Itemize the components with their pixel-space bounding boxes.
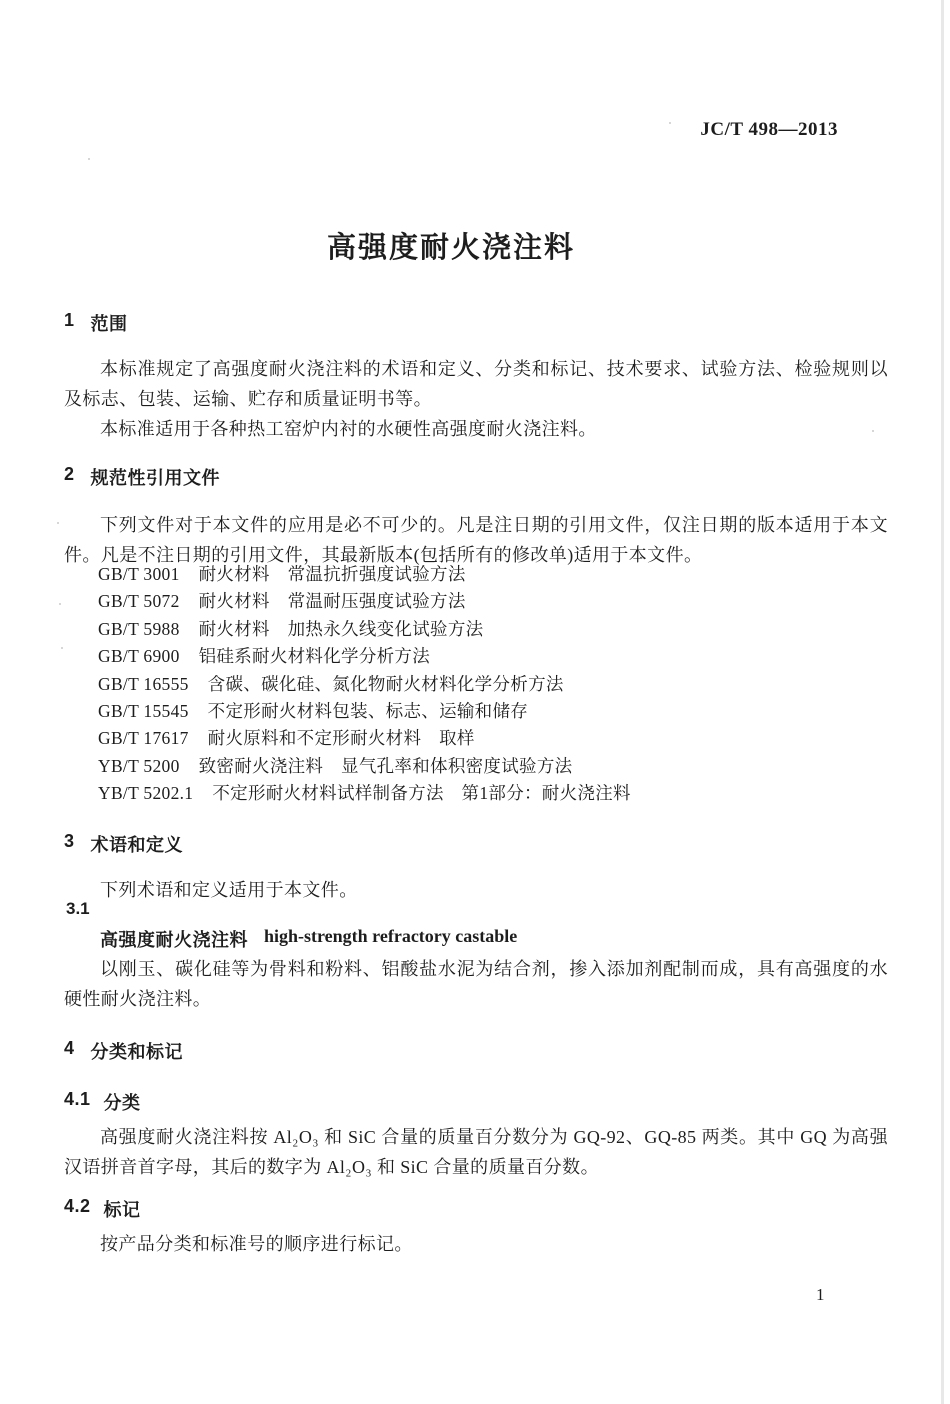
reference-title: 含碳、碳化硅、氮化物耐火材料化学分析方法	[207, 673, 564, 694]
references-intro-paragraph: 下列文件对于本文件的应用是必不可少的。凡是注日期的引用文件，仅注日期的版本适用于本文件。凡是不注日期的引用文件，其最新版本(包括所有的修改单)适用于本文件。	[64, 515, 888, 565]
section-1-number: 1	[64, 310, 75, 330]
reference-title: 铝硅系耐火材料化学分析方法	[198, 646, 431, 667]
section-4-1-number: 4.1	[64, 1089, 91, 1109]
reference-title: 致密耐火浇注料 显气孔率和体积密度试验方法	[198, 755, 573, 776]
scope-paragraph-2: 本标准适用于各种热工窑炉内衬的水硬性高强度耐火浇注料。	[100, 419, 597, 439]
term-chinese: 高强度耐火浇注料	[100, 930, 248, 950]
reference-code: GB/T 6900	[98, 646, 180, 667]
reference-title: 耐火材料 常温抗折强度试验方法	[198, 564, 466, 584]
reference-item	[64, 753, 908, 780]
section-1-title: 范围	[90, 314, 128, 334]
section-4-2-number: 4.2	[64, 1196, 91, 1216]
reference-title: 耐火材料 加热永久线变化试验方法	[198, 618, 484, 639]
reference-code: YB/T 5200	[98, 755, 180, 776]
reference-code: YB/T 5202.1	[98, 783, 194, 804]
section-2-number: 2	[64, 464, 75, 484]
section-2-title: 规范性引用文件	[90, 468, 221, 488]
term-number: 3.1	[66, 899, 90, 918]
reference-item	[64, 698, 908, 725]
reference-code: GB/T 16555	[98, 673, 189, 694]
reference-item	[64, 561, 908, 588]
reference-code: GB/T 5072	[98, 591, 180, 612]
scan-edge-shadow	[941, 0, 944, 1404]
section-3-heading	[64, 831, 183, 857]
section-4-1-heading	[64, 1089, 141, 1115]
section-3-number: 3	[64, 831, 75, 851]
reference-item	[64, 616, 908, 643]
term-definition-paragraph: 以刚玉、碳化硅等为骨料和粉料、铝酸盐水泥为结合剂，掺入添加剂配制而成，具有高强度的水硬性耐火浇注料。	[64, 959, 888, 1009]
section-2-heading	[64, 464, 220, 490]
reference-title: 不定形耐火材料包装、标志、运输和储存	[207, 700, 529, 721]
reference-title: 耐火材料 常温耐压强度试验方法	[198, 591, 466, 612]
scan-speck	[59, 603, 61, 605]
reference-item	[64, 643, 908, 670]
scan-speck	[57, 522, 59, 524]
reference-item	[64, 671, 908, 698]
reference-code: GB/T 3001	[98, 564, 180, 584]
section-1-heading	[64, 310, 128, 336]
section-4-2-title: 标记	[103, 1200, 141, 1220]
reference-code: GB/T 17617	[98, 728, 189, 749]
section-4-number: 4	[64, 1038, 75, 1058]
reference-code: GB/T 15545	[98, 700, 189, 721]
section-4-title: 分类和标记	[90, 1042, 184, 1062]
section-4-2-heading	[64, 1196, 141, 1222]
section-4-1-title: 分类	[103, 1093, 141, 1113]
standard-code: JC/T 498—2013	[700, 119, 838, 140]
reference-code: GB/T 5988	[98, 618, 180, 639]
terms-intro-paragraph: 下列术语和定义适用于本文件。	[100, 880, 358, 900]
term-english: high-strength refractory castable	[264, 926, 518, 946]
section-4-heading	[64, 1038, 183, 1064]
reference-title: 不定形耐火材料试样制备方法 第1部分：耐火浇注料	[212, 783, 631, 804]
scan-speck	[88, 158, 90, 160]
scan-speck	[61, 647, 63, 649]
document-title: 高强度耐火浇注料	[326, 232, 575, 264]
scan-speck	[872, 430, 874, 432]
scan-speck	[669, 122, 671, 124]
reference-item	[64, 588, 908, 615]
section-3-title: 术语和定义	[90, 835, 184, 855]
marking-paragraph: 按产品分类和标准号的顺序进行标记。	[100, 1234, 413, 1254]
reference-item	[64, 725, 908, 752]
page-number: 1	[816, 1285, 825, 1304]
reference-title: 耐火原料和不定形耐火材料 取样	[207, 728, 475, 749]
classification-paragraph: 高强度耐火浇注料按 Al₂O₃ 和 SiC 合量的质量百分数分为 GQ-92、GQ-85 两类。其中 GQ 为高强汉语拼音首字母，其后的数字为 Al₂O₃ 和 SiC 合量的质量百分数。	[64, 1127, 888, 1177]
term-entry	[100, 926, 517, 952]
reference-list	[64, 561, 908, 808]
scope-paragraph-1: 本标准规定了高强度耐火浇注料的术语和定义、分类和标记、技术要求、试验方法、检验规则以及标志、包装、运输、贮存和质量证明书等。	[64, 359, 888, 409]
reference-item	[64, 780, 908, 807]
